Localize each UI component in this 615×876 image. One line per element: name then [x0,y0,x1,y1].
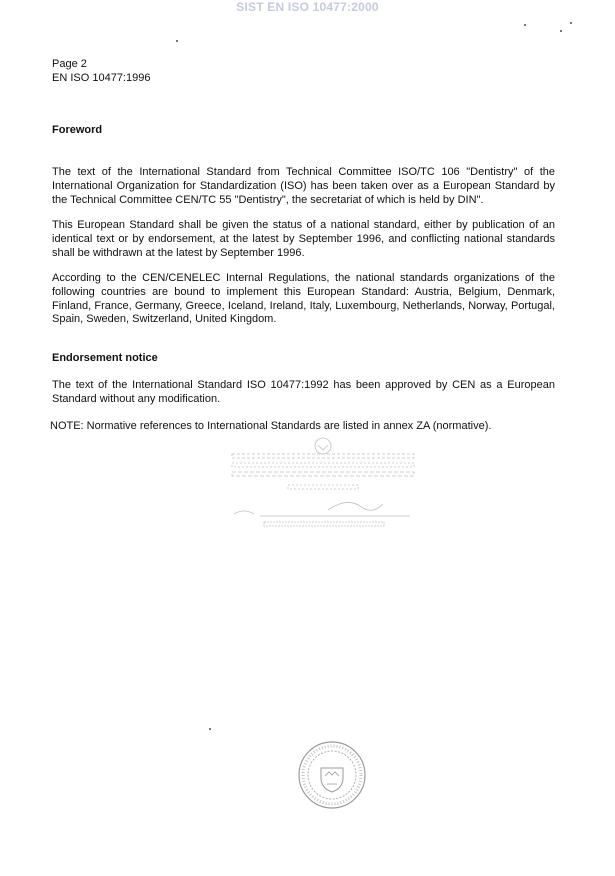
foreword-paragraph-1: The text of the International Standard from Technical Committee ISO/TC 106 "Dentistry" of the International Organization for Standardization (ISO) has been taken over as a European Standard by the Technical Committee CEN/TC 55 "Dentistry", the secretariat of which is held by DIN". [52,166,555,206]
stamp-ink [232,438,414,526]
scan-speck [209,728,211,730]
foreword-heading: Foreword [52,124,103,136]
watermark-text: SIST EN ISO 10477:2000 [236,0,379,14]
foreword-paragraph-2: This European Standard shall be given the status of a national standard, either by publication of an identical text or by endorsement, at the latest by September 1996, and conflicting national standards shall be withdrawn at the latest by September 1996. [52,219,555,259]
scan-speck [560,30,562,32]
approval-stamp-graphic [228,436,418,531]
endorsement-heading: Endorsement notice [52,352,158,364]
standard-number: EN ISO 10477:1996 [52,72,151,84]
scan-speck [524,24,526,26]
scan-speck [176,40,178,42]
foreword-paragraph-3: According to the CEN/CENELEC Internal Regulations, the national standards organizations of the following countries are bound to implement this European Standard: Austria, Belgium, Denmark, Finland, France, Germany, Greece, Iceland, Ireland, Italy, Luxembourg, Netherlands, Norway, Portugal, Spain, Sweden, Switzerland, United Kingdom. [52,272,555,326]
seal-ink [299,742,365,808]
scan-speck [570,22,572,24]
official-seal-graphic [297,740,367,810]
normative-note: NOTE: Normative references to International Standards are listed in annex ZA (normative). [50,420,492,432]
page-header [52,57,150,85]
page-number: Page 2 [52,58,87,70]
endorsement-text: The text of the International Standard ISO 10477:1992 has been approved by CEN as a European Standard without any modification. [52,379,555,405]
